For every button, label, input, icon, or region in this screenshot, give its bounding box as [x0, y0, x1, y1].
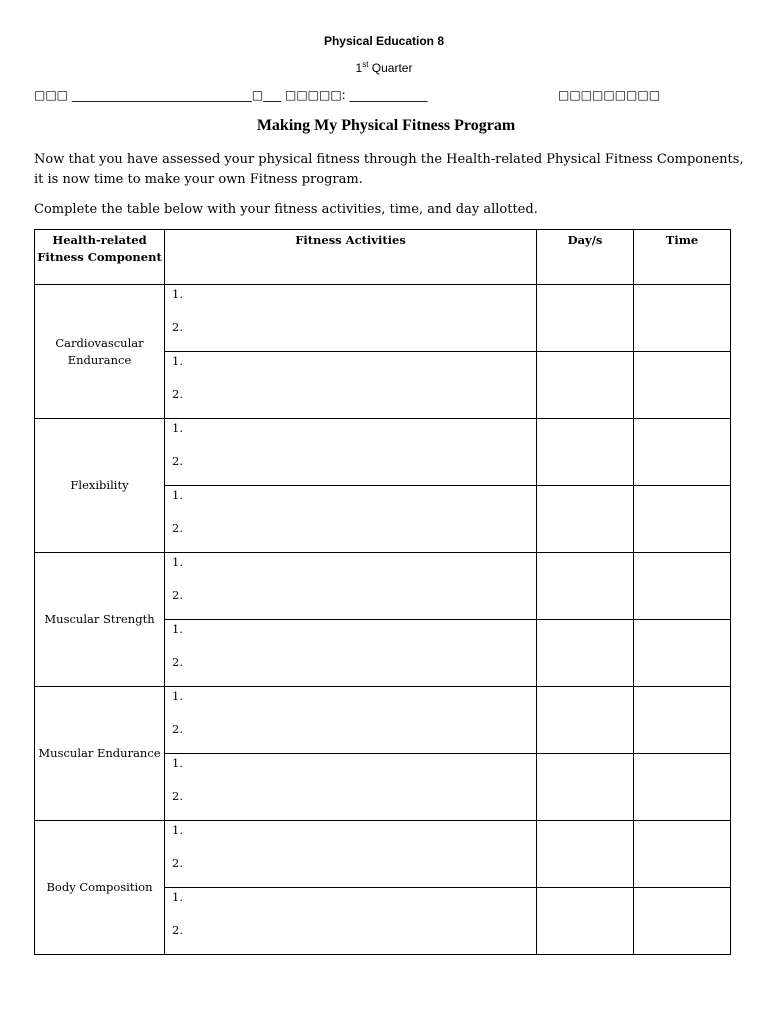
activity-cell[interactable] [165, 285, 537, 352]
list-item: 2. [172, 387, 183, 401]
component-muscular-endurance: Muscular Endurance [35, 687, 165, 821]
list-item: 1. [172, 622, 183, 636]
time-cell[interactable] [634, 821, 731, 888]
time-cell[interactable] [634, 352, 731, 419]
list-item: 1. [172, 756, 183, 770]
list-item: 1. [172, 421, 183, 435]
activity-cell[interactable] [165, 419, 537, 486]
days-cell[interactable] [537, 553, 634, 620]
quarter-heading [0, 61, 768, 75]
days-cell[interactable] [537, 285, 634, 352]
table-header-row [35, 230, 731, 285]
list-item: 1. [172, 689, 183, 703]
name-section-fill-line[interactable]: □□□ ______________________________□___ □□□□□: _____________ [34, 88, 428, 102]
days-cell[interactable] [537, 620, 634, 687]
list-item: 1. [172, 890, 183, 904]
time-cell[interactable] [634, 620, 731, 687]
days-cell[interactable] [537, 888, 634, 955]
time-cell[interactable] [634, 419, 731, 486]
list-item: 2. [172, 588, 183, 602]
list-item: 2. [172, 722, 183, 736]
list-item: 1. [172, 823, 183, 837]
list-item: 2. [172, 320, 183, 334]
activity-cell[interactable] [165, 553, 537, 620]
date-fill-line[interactable]: □□□□□□□□□ [558, 88, 661, 102]
days-cell[interactable] [537, 687, 634, 754]
header-time: Time [634, 230, 731, 285]
header-days: Day/s [537, 230, 634, 285]
list-item: 2. [172, 521, 183, 535]
table-row [35, 419, 731, 486]
days-cell[interactable] [537, 754, 634, 821]
days-cell[interactable] [537, 352, 634, 419]
quarter-suffix: st [362, 60, 369, 69]
activity-cell[interactable] [165, 821, 537, 888]
time-cell[interactable] [634, 888, 731, 955]
list-item: 2. [172, 655, 183, 669]
time-cell[interactable] [634, 687, 731, 754]
time-cell[interactable] [634, 754, 731, 821]
list-item: 2. [172, 789, 183, 803]
table-row [35, 285, 731, 352]
list-item: 1. [172, 555, 183, 569]
list-item: 2. [172, 454, 183, 468]
activity-cell[interactable] [165, 486, 537, 553]
quarter-word: Quarter [371, 61, 413, 75]
activity-cell[interactable] [165, 888, 537, 955]
list-item: 1. [172, 354, 183, 368]
list-item: 1. [172, 287, 183, 301]
activity-cell[interactable] [165, 620, 537, 687]
table-row [35, 553, 731, 620]
component-flexibility: Flexibility [35, 419, 165, 553]
days-cell[interactable] [537, 486, 634, 553]
activity-cell[interactable] [165, 352, 537, 419]
subject-heading: Physical Education 8 [323, 34, 445, 48]
table-row [35, 687, 731, 754]
component-muscular-strength: Muscular Strength [35, 553, 165, 687]
days-cell[interactable] [537, 419, 634, 486]
worksheet-title: Making My Physical Fitness Program [256, 117, 516, 134]
list-item: 1. [172, 488, 183, 502]
list-item: 2. [172, 923, 183, 937]
instruction-paragraph-2: Complete the table below with your fitness activities, time, and day allotted. [34, 202, 538, 217]
activity-cell[interactable] [165, 754, 537, 821]
time-cell[interactable] [634, 285, 731, 352]
table-row [35, 821, 731, 888]
time-cell[interactable] [634, 553, 731, 620]
header-activities: Fitness Activities [165, 230, 537, 285]
component-body-composition: Body Composition [35, 821, 165, 955]
time-cell[interactable] [634, 486, 731, 553]
quarter-number: 1 [355, 61, 363, 75]
activity-cell[interactable] [165, 687, 537, 754]
header-component: Health-related Fitness Component [35, 230, 165, 285]
instruction-paragraph-1: Now that you have assessed your physical fitness through the Health-related Physical Fitness Components, it is now time to make your own Fitness program. [34, 152, 744, 187]
fitness-program-table [34, 229, 731, 955]
list-item: 2. [172, 856, 183, 870]
component-cardiovascular-endurance: Cardiovascular Endurance [35, 285, 165, 419]
days-cell[interactable] [537, 821, 634, 888]
